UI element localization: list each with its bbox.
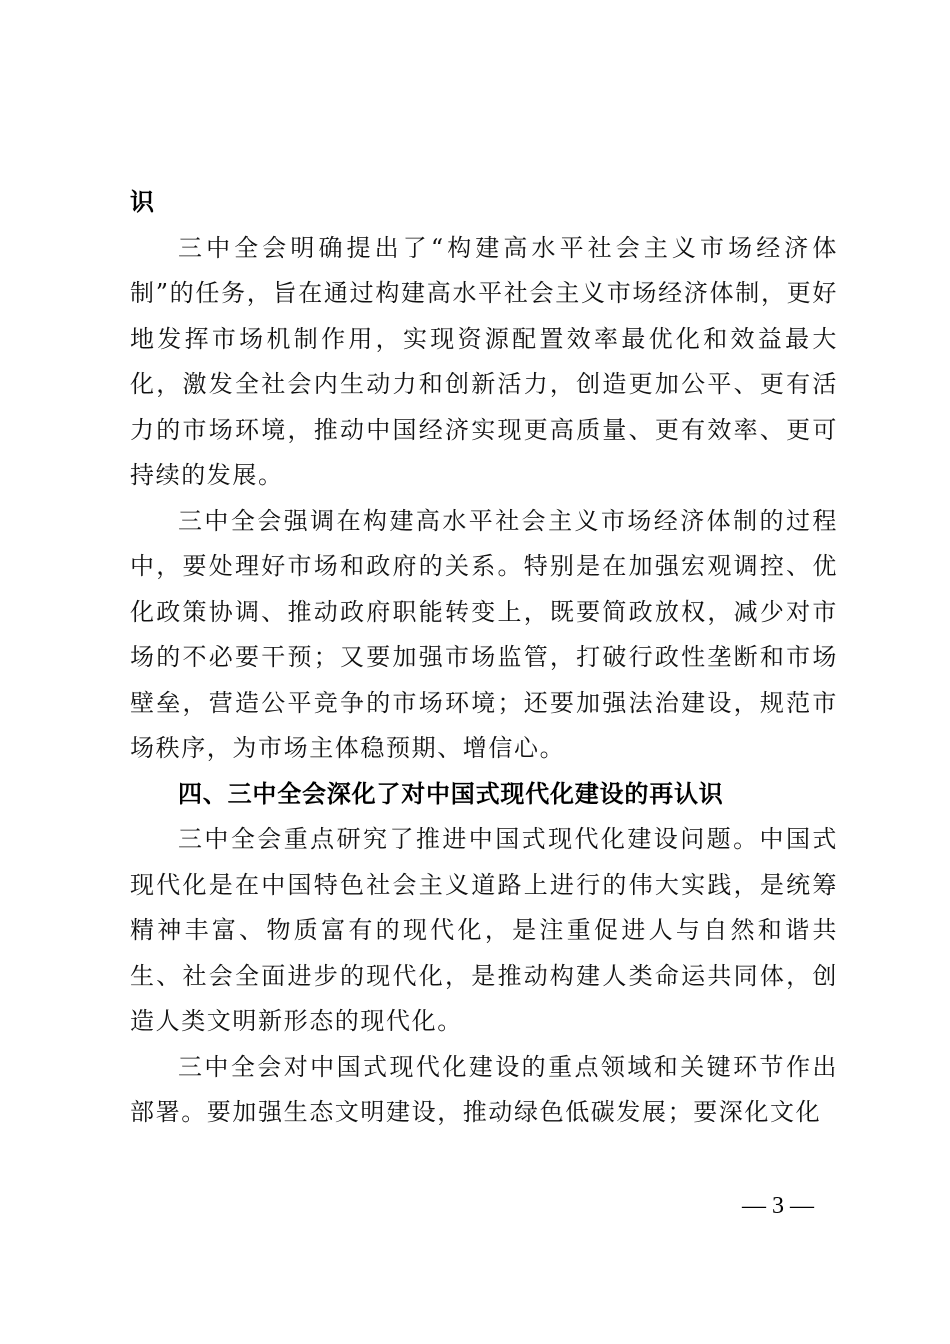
body-paragraph: 三中全会对中国式现代化建设的重点领域和关键环节作出部署。要加强生态文明建设，推动绿色低碳发展；要深化文化 <box>130 1052 838 1126</box>
body-paragraph: 三中全会重点研究了推进中国式现代化建设问题。中国式现代化是在中国特色社会主义道路上进行的伟大实践，是统筹精神丰富、物质富有的现代化，是注重促进人与自然和谐共生、社会全面进步的现代化，是推动构建人类命运共同体，创造人类文明新形态的现代化。 <box>130 825 838 1035</box>
section-heading: 四、三中全会深化了对中国式现代化建设的再认识 <box>178 779 724 808</box>
body-paragraph: 三中全会强调在构建高水平社会主义市场经济体制的过程中，要处理好市场和政府的关系。特别是在加强宏观调控、优化政策协调、推动政府职能转变上，既要简政放权，减少对市场的不必要干预；又要加强市场监管，打破行政性垄断和市场壁垒，营造公平竞争的市场环境；还要加强法治建设，规范市场秩序，为市场主体稳预期、增信心。 <box>130 506 838 762</box>
document-body <box>130 180 838 1136</box>
body-paragraph: 三中全会明确提出了“构建高水平社会主义市场经济体制”的任务，旨在通过构建高水平社会主义市场经济体制，更好地发挥市场机制作用，实现资源配置效率最优化和效益最大化，激发全社会内生动力和创新活力，创造更加公平、更有活力的市场环境，推动中国经济实现更高质量、更有效率、更可持续的发展。 <box>130 233 838 489</box>
section-heading-continuation: 识 <box>130 188 154 216</box>
page-number: — 3 — <box>742 1193 814 1219</box>
